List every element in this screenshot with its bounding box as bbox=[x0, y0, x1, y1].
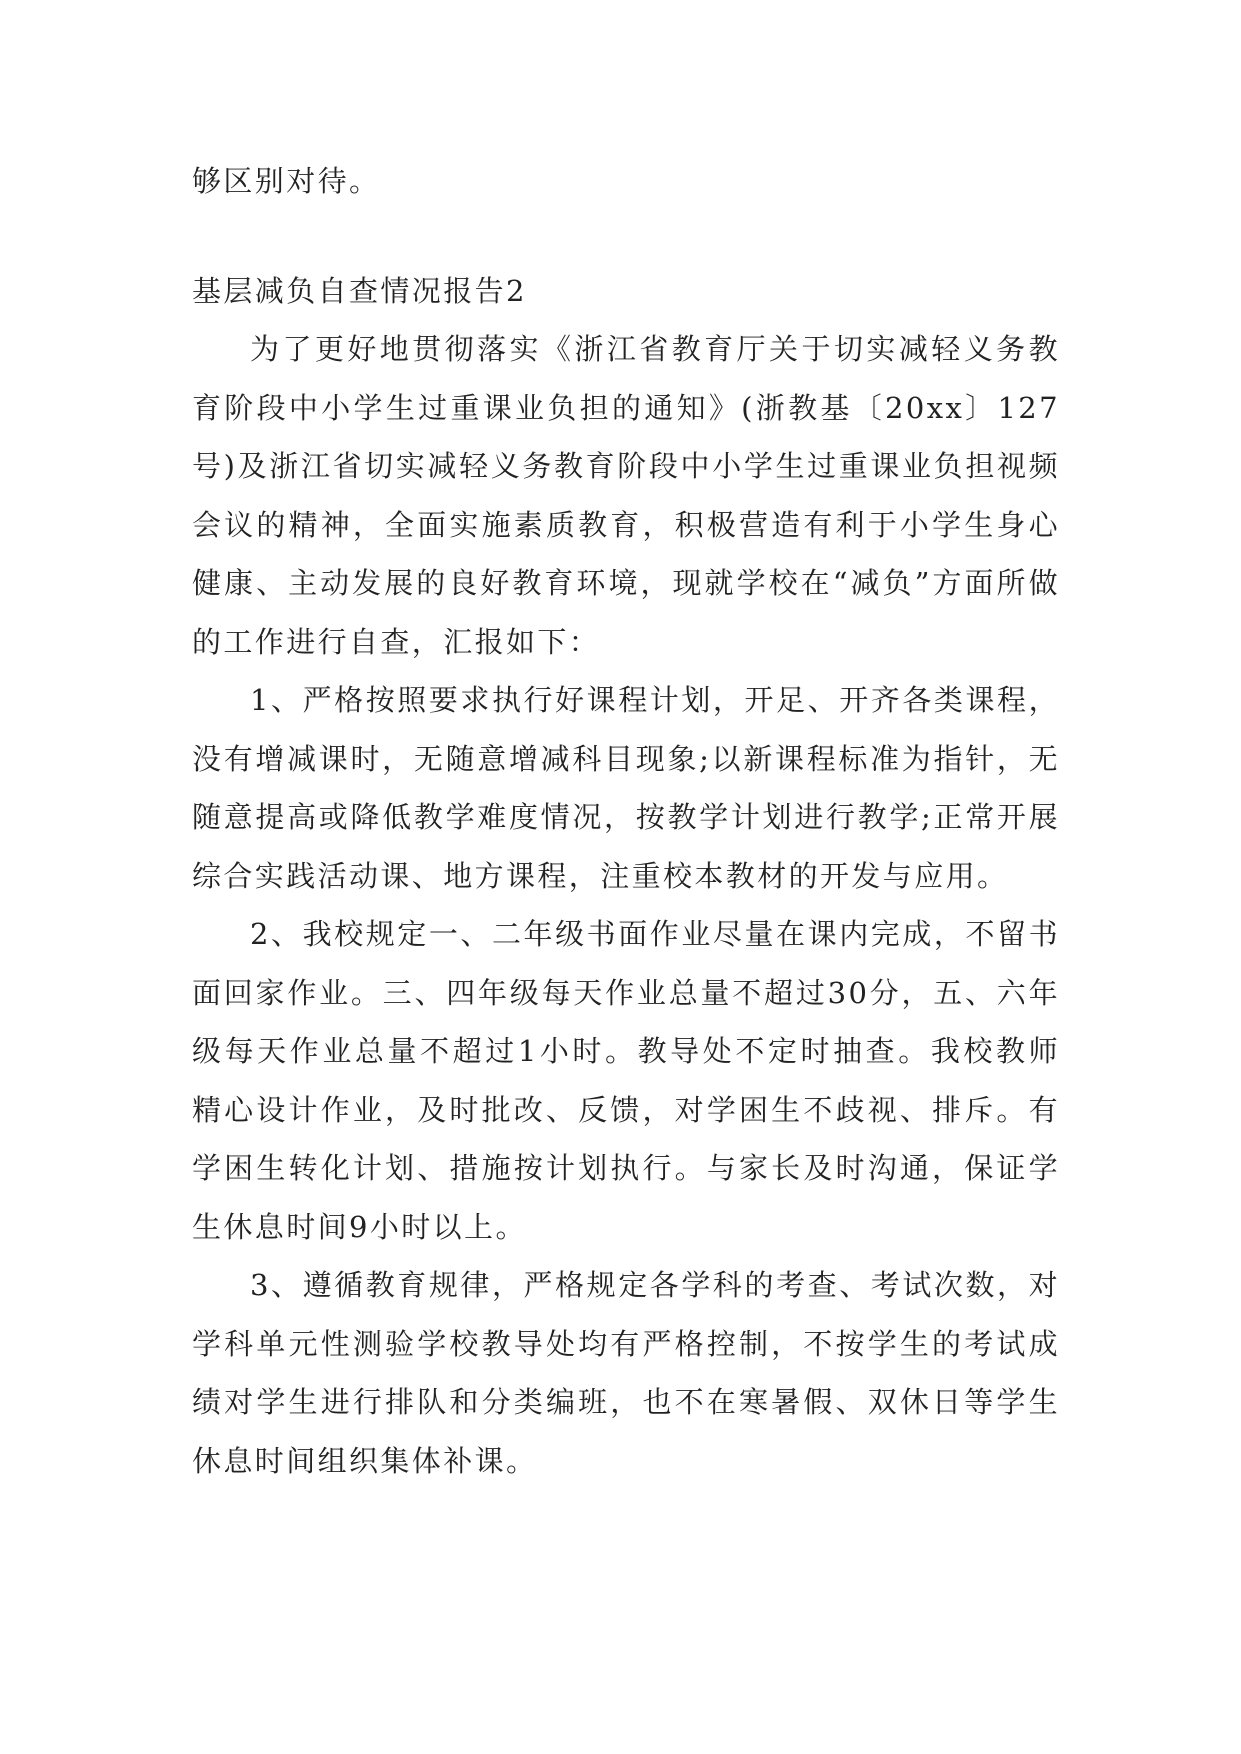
paragraph-intro: 为了更好地贯彻落实《浙江省教育厅关于切实减轻义务教育阶段中小学生过重课业负担的通知》(浙教基〔20xx〕127号)及浙江省切实减轻义务教育阶段中小学生过重课业负担视频会议的精神，全面实施素质教育，积极营造有利于小学生身心健康、主动发展的良好教育环境，现就学校在“减负”方面所做的工作进行自查，汇报如下： bbox=[192, 332, 1060, 659]
paragraph-item-3: 3、遵循教育规律，严格规定各学科的考查、考试次数，对学科单元性测验学校教导处均有严格控制，不按学生的考试成绩对学生进行排队和分类编班，也不在寒暑假、双休日等学生休息时间组织集体补课。 bbox=[192, 1268, 1060, 1478]
document-body bbox=[192, 152, 1060, 1490]
continued-paragraph: 够区别对待。 bbox=[192, 164, 381, 198]
paragraph-item-2: 2、我校规定一、二年级书面作业尽量在课内完成，不留书面回家作业。三、四年级每天作业总量不超过30分，五、六年级每天作业总量不超过1小时。教导处不定时抽查。我校教师精心设计作业，及时批改、反馈，对学困生不歧视、排斥。有学困生转化计划、措施按计划执行。与家长及时沟通，保证学生休息时间9小时以上。 bbox=[192, 917, 1060, 1244]
section-title: 基层减负自查情况报告2 bbox=[192, 273, 527, 308]
paragraph-item-1: 1、严格按照要求执行好课程计划，开足、开齐各类课程，没有增减课时，无随意增减科目现象;以新课程标准为指针，无随意提高或降低教学难度情况，按教学计划进行教学;正常开展综合实践活动课、地方课程，注重校本教材的开发与应用。 bbox=[192, 683, 1060, 893]
